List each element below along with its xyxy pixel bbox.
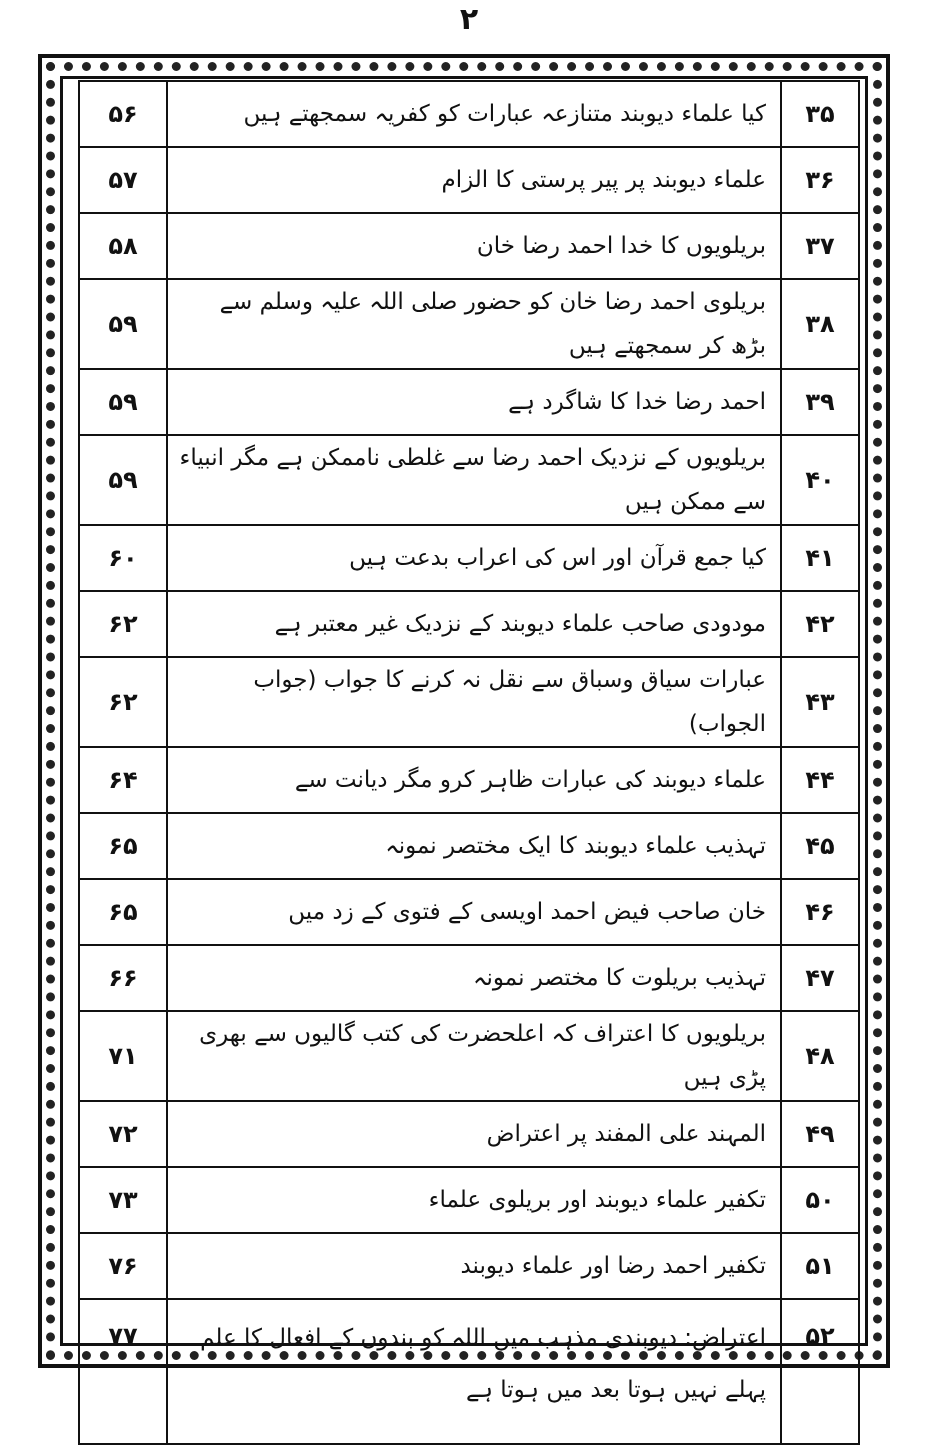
entry-number: ۴۹ [781,1101,859,1167]
entry-page: ۶۲ [79,657,167,747]
entry-title: عبارات سیاق وسباق سے نقل نہ کرنے کا جواب (جواب الجواب) [167,657,781,747]
entry-page: ۵۸ [79,213,167,279]
entry-page: ۷۶ [79,1233,167,1299]
entry-number: ۴۳ [781,657,859,747]
entry-title: علماء دیوبند پر پیر پرستی کا الزام [167,147,781,213]
toc-row [79,1011,859,1101]
toc-row [79,435,859,525]
entry-number: ۵۲ [781,1299,859,1444]
entry-number: ۴۵ [781,813,859,879]
entry-page: ۷۷ [79,1299,167,1444]
toc-row [79,279,859,369]
entry-page: ۵۹ [79,369,167,435]
entry-number: ۴۸ [781,1011,859,1101]
entry-page: ۵۹ [79,435,167,525]
entry-number: ۴۲ [781,591,859,657]
entry-page: ۶۵ [79,813,167,879]
entry-title: تکفیر علماء دیوبند اور بریلوی علماء [167,1167,781,1233]
entry-title: خان صاحب فیض احمد اویسی کے فتوی کے زد میں [167,879,781,945]
entry-number: ۳۶ [781,147,859,213]
toc-row [79,147,859,213]
toc-row [79,813,859,879]
entry-number: ۵۰ [781,1167,859,1233]
toc-row [79,879,859,945]
entry-number: ۴۰ [781,435,859,525]
entry-title: المہند علی المفند پر اعتراض [167,1101,781,1167]
entry-number: ۳۷ [781,213,859,279]
entry-page: ۶۵ [79,879,167,945]
toc-row [79,1167,859,1233]
entry-number: ۳۸ [781,279,859,369]
entry-page: ۷۳ [79,1167,167,1233]
toc-row [79,525,859,591]
entry-page: ۶۴ [79,747,167,813]
entry-title: تہذیب علماء دیوبند کا ایک مختصر نمونہ [167,813,781,879]
toc-row [79,591,859,657]
entry-title: مودودی صاحب علماء دیوبند کے نزدیک غیر معتبر ہے [167,591,781,657]
entry-page: ۵۷ [79,147,167,213]
entry-number: ۵۱ [781,1233,859,1299]
toc-row [79,369,859,435]
entry-number: ۳۵ [781,81,859,147]
entry-page: ۶۶ [79,945,167,1011]
page-number: ۲ [459,2,479,37]
entry-title: کیا علماء دیوبند متنازعہ عبارات کو کفریہ سمجھتے ہیں [167,81,781,147]
toc-row [79,747,859,813]
entry-number: ۴۴ [781,747,859,813]
entry-page: ۵۹ [79,279,167,369]
toc-row [79,213,859,279]
entry-page: ۷۲ [79,1101,167,1167]
entry-page: ۶۰ [79,525,167,591]
entry-title: بریلوی احمد رضا خان کو حضور صلی اللہ علیہ وسلم سے بڑھ کر سمجھتے ہیں [167,279,781,369]
entry-number: ۴۶ [781,879,859,945]
entry-number: ۴۱ [781,525,859,591]
entry-title: اعتراض: دیوبندی مذہب میں اللہ کو بندوں کے افعال کا علم پہلے نہیں ہوتا بعد میں ہوتا ہے [167,1299,781,1444]
toc-row [79,657,859,747]
toc-row [79,945,859,1011]
table-of-contents [78,80,860,1445]
entry-title: بریلویوں کا خدا احمد رضا خان [167,213,781,279]
toc-row [79,1299,859,1444]
toc-row [79,1233,859,1299]
entry-title: بریلویوں کے نزدیک احمد رضا سے غلطی ناممکن ہے مگر انبیاء سے ممکن ہیں [167,435,781,525]
entry-number: ۴۷ [781,945,859,1011]
toc-row [79,1101,859,1167]
entry-title: بریلویوں کا اعتراف کہ اعلحضرت کی کتب گالیوں سے بھری پڑی ہیں [167,1011,781,1101]
entry-page: ۷۱ [79,1011,167,1101]
entry-title: تکفیر احمد رضا اور علماء دیوبند [167,1233,781,1299]
toc-row [79,81,859,147]
entry-title: احمد رضا خدا کا شاگرد ہے [167,369,781,435]
entry-title: کیا جمع قرآن اور اس کی اعراب بدعت ہیں [167,525,781,591]
entry-number: ۳۹ [781,369,859,435]
entry-title: تہذیب بریلوت کا مختصر نمونہ [167,945,781,1011]
entry-page: ۵۶ [79,81,167,147]
entry-title: علماء دیوبند کی عبارات ظاہر کرو مگر دیانت سے [167,747,781,813]
entry-page: ۶۲ [79,591,167,657]
